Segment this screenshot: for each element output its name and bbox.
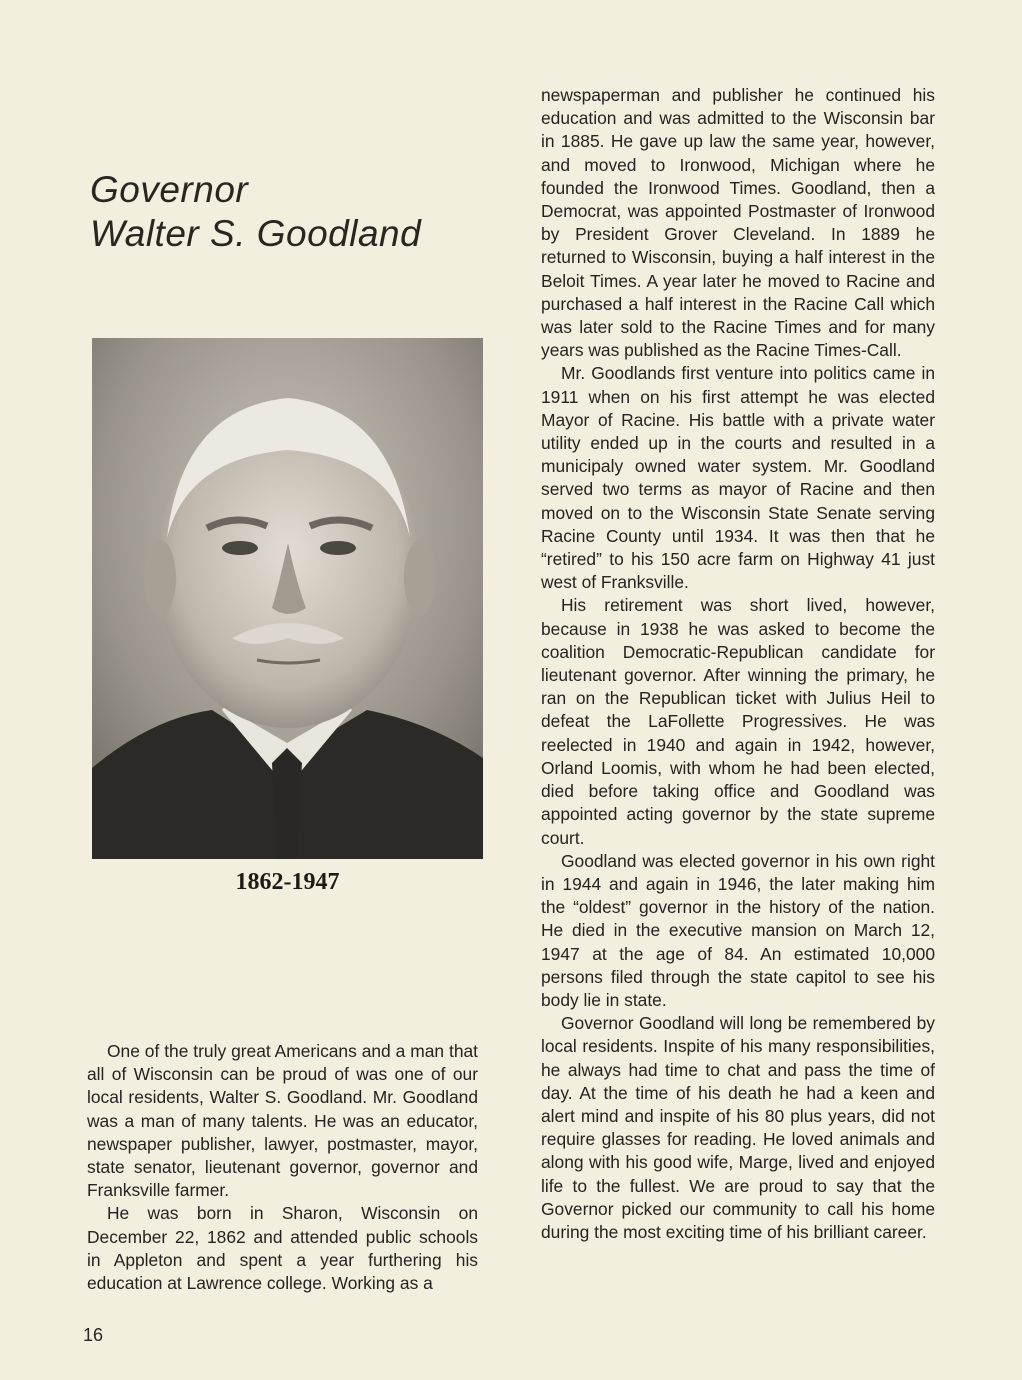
page-title (90, 168, 470, 256)
left-column-text (87, 1040, 478, 1295)
paragraph: Mr. Goodlands first venture into politics came in 1911 when on his first attempt he was elected Mayor of Racine. His battle with a private water utility ended up in the courts and resulted in a municipaly owned water system. Mr. Goodland served two terms as mayor of Racine and then moved on to the Wisconsin State Senate serving Racine County until 1934. It was then that he “retired” to his 150 acre farm on Highway 41 just west of Franksville. (541, 363, 935, 593)
paragraph: Governor Goodland will long be remembered by local residents. Inspite of his many responsibilities, he always had time to chat and pass the time of day. At the time of his death he had a keen and alert mind and inspite of his 80 plus years, did not require glasses for reading. He loved animals and along with his good wife, Marge, lived and enjoyed life to the fullest. We are proud to say that the Governor picked our community to call his home during the most exciting time of his brilliant career. (541, 1013, 935, 1242)
portrait-years: 1862-1947 (235, 869, 340, 895)
paragraph: He was born in Sharon, Wisconsin on December 22, 1862 and attended public schools in Appleton and spent a year furthering his education at Lawrence college. Working as a (87, 1203, 478, 1294)
paragraph: His retirement was short lived, however, because in 1938 he was asked to become the coalition Democratic-Republican candidate for lieutenant governor. After winning the primary, he ran on the Republican ticket with Julius Heil to defeat the LaFollette Progressives. He was reelected in 1940 and again in 1942, however, Orland Loomis, with whom he had been elected, died before taking office and Goodland was appointed acting governor by the state supreme court. (541, 595, 935, 848)
paragraph: newspaperman and publisher he continued his education and was admitted to the Wisconsin bar in 1885. He gave up law the same year, however, and moved to Ironwood, Michigan where he founded the Ironwood Times. Goodland, then a Democrat, was appointed Postmaster of Ironwood by President Grover Cleveland. In 1889 he returned to Wisconsin, buying a half interest in the Beloit Times. A year later he moved to Racine and purchased a half interest in the Racine Call which was later sold to the Racine Times and for many years was published as the Racine Times-Call. (541, 85, 935, 361)
paragraph: One of the truly great Americans and a man that all of Wisconsin can be proud of was one of our local residents, Walter S. Goodland. Mr. Goodland was a man of many talents. He was an educator, newspaper publisher, lawyer, postmaster, mayor, state senator, lieutenant governor, governor and Franksville farmer. (87, 1041, 478, 1201)
title-line-2: Walter S. Goodland (90, 213, 422, 254)
paragraph: Goodland was elected governor in his own right in 1944 and again in 1946, the later making him the “oldest” governor in the history of the nation. He died in the executive mansion on March 12, 1947 at the age of 84. An estimated 10,000 persons filed through the state capitol to see his body lie in state. (541, 850, 935, 1010)
right-column-text (541, 84, 935, 1244)
title-line-1: Governor (90, 169, 249, 210)
portrait-photo (92, 338, 483, 859)
page-number: 16 (83, 1325, 104, 1345)
